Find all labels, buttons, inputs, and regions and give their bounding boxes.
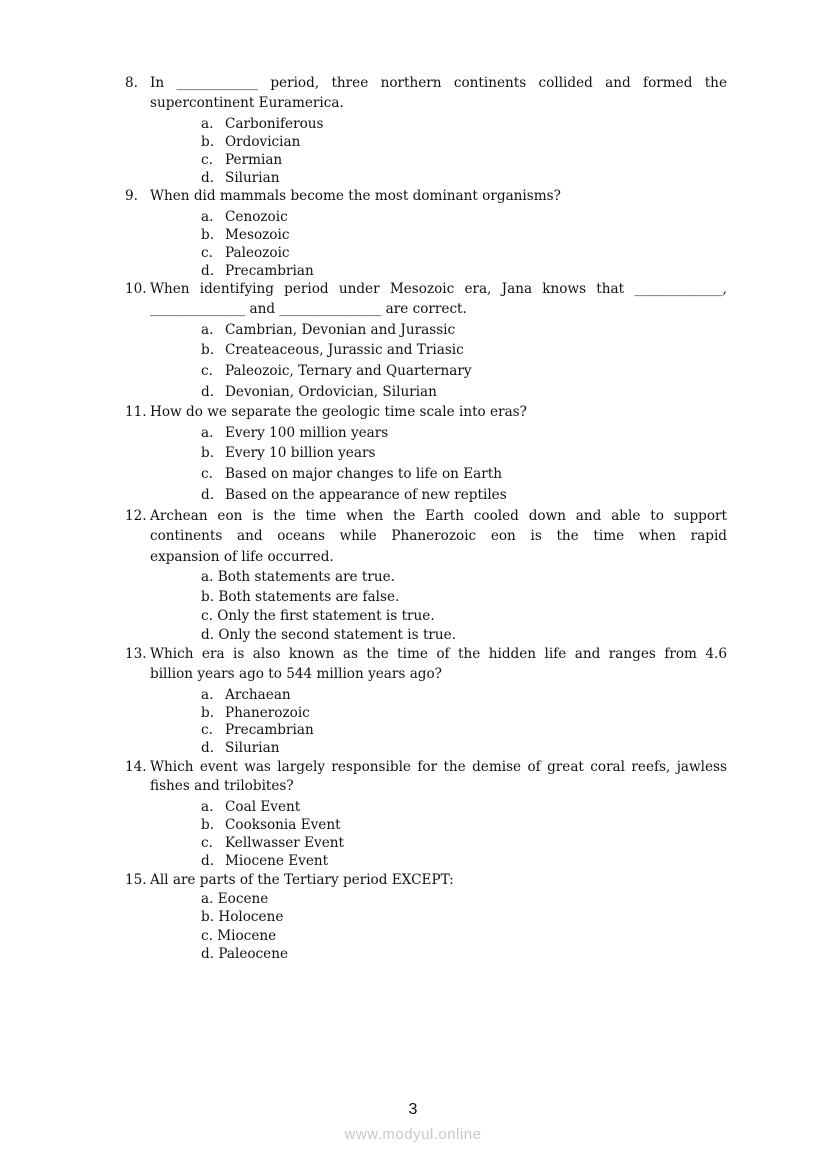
question-number: 10. [125,281,147,297]
option-letter: d. [201,170,215,186]
option-letter: d. [201,263,215,279]
question-text: All are parts of the Tertiary period EXCEPT: [150,872,454,888]
answer-option: Permian [225,152,283,168]
question-text: billion years ago to 544 million years ago? [150,666,442,682]
answer-option: Precambrian [225,263,314,279]
option-letter: d. [201,487,215,503]
question-text: continents and oceans while Phanerozoic eon is the time when rapid [150,528,727,544]
question-text: supercontinent Euramerica. [150,95,344,111]
option-letter: a. [201,322,214,338]
answer-option: Carboniferous [225,116,324,132]
option-letter: a. [201,425,214,441]
answer-option: Archaean [225,687,291,703]
option-letter: c. [201,245,213,261]
answer-option: b. Both statements are false. [201,589,400,605]
option-letter: b. [201,445,215,461]
question-number: 15. [125,872,147,888]
answer-option: Phanerozoic [225,705,310,721]
option-letter: b. [201,705,215,721]
option-letter: c. [201,835,213,851]
question-text: When did mammals become the most dominant organisms? [150,188,561,204]
answer-option: Every 100 million years [225,425,389,441]
option-letter: d. [201,740,215,756]
question-text: fishes and trilobites? [150,778,294,794]
answer-option: Ordovician [225,134,301,150]
answer-option: a. Eocene [201,891,269,907]
answer-option: Cenozoic [225,209,288,225]
answer-option: Paleozoic, Ternary and Quarternary [225,363,472,379]
question-text: ______________ and _______________ are correct. [150,301,467,317]
option-letter: c. [201,363,213,379]
answer-option: Based on major changes to life on Earth [225,466,502,482]
answer-option: Createaceous, Jurassic and Triasic [225,342,464,358]
question-text: Which era is also known as the time of the hidden life and ranges from 4.6 [150,646,727,662]
question-number: 12. [125,508,147,524]
answer-option: d. Paleocene [201,946,289,962]
answer-option: d. Only the second statement is true. [201,627,457,643]
option-letter: d. [201,853,215,869]
answer-option: Kellwasser Event [225,835,344,851]
option-letter: a. [201,116,214,132]
option-letter: b. [201,342,215,358]
question-number: 8. [125,75,138,91]
option-letter: c. [201,466,213,482]
answer-option: Cooksonia Event [225,817,341,833]
answer-option: Precambrian [225,722,314,738]
question-text: Archean eon is the time when the Earth cooled down and able to support [150,508,727,524]
answer-option: a. Both statements are true. [201,569,396,585]
option-letter: a. [201,209,214,225]
question-text: expansion of life occurred. [150,549,334,565]
question-text: In ____________ period, three northern continents collided and formed the [150,75,727,91]
question-number: 14. [125,759,147,775]
option-letter: b. [201,134,215,150]
answer-option: Coal Event [225,799,301,815]
question-text: When identifying period under Mesozoic era, Jana knows that _____________, [150,281,727,297]
answer-option: Devonian, Ordovician, Silurian [225,384,437,400]
question-number: 11. [125,404,147,420]
question-number: 9. [125,188,138,204]
option-letter: c. [201,152,213,168]
answer-option: Cambrian, Devonian and Jurassic [225,322,456,338]
answer-option: Based on the appearance of new reptiles [225,487,507,503]
question-number: 13. [125,646,147,662]
page-number: 3 [408,1101,418,1118]
answer-option: Mesozoic [225,227,290,243]
option-letter: b. [201,227,215,243]
option-letter: a. [201,799,214,815]
answer-option: c. Miocene [201,928,277,944]
option-letter: c. [201,722,213,738]
answer-option: Every 10 billion years [225,445,376,461]
answer-option: Paleozoic [225,245,290,261]
answer-option: Silurian [225,170,280,186]
answer-option: c. Only the first statement is true. [201,608,435,624]
option-letter: d. [201,384,215,400]
answer-option: b. Holocene [201,909,284,925]
answer-option: Silurian [225,740,280,756]
question-text: Which event was largely responsible for the demise of great coral reefs, jawless [150,759,727,775]
answer-option: Miocene Event [225,853,329,869]
watermark: www.modyul.online [344,1126,482,1143]
option-letter: b. [201,817,215,833]
question-text: How do we separate the geologic time scale into eras? [150,404,527,420]
option-letter: a. [201,687,214,703]
